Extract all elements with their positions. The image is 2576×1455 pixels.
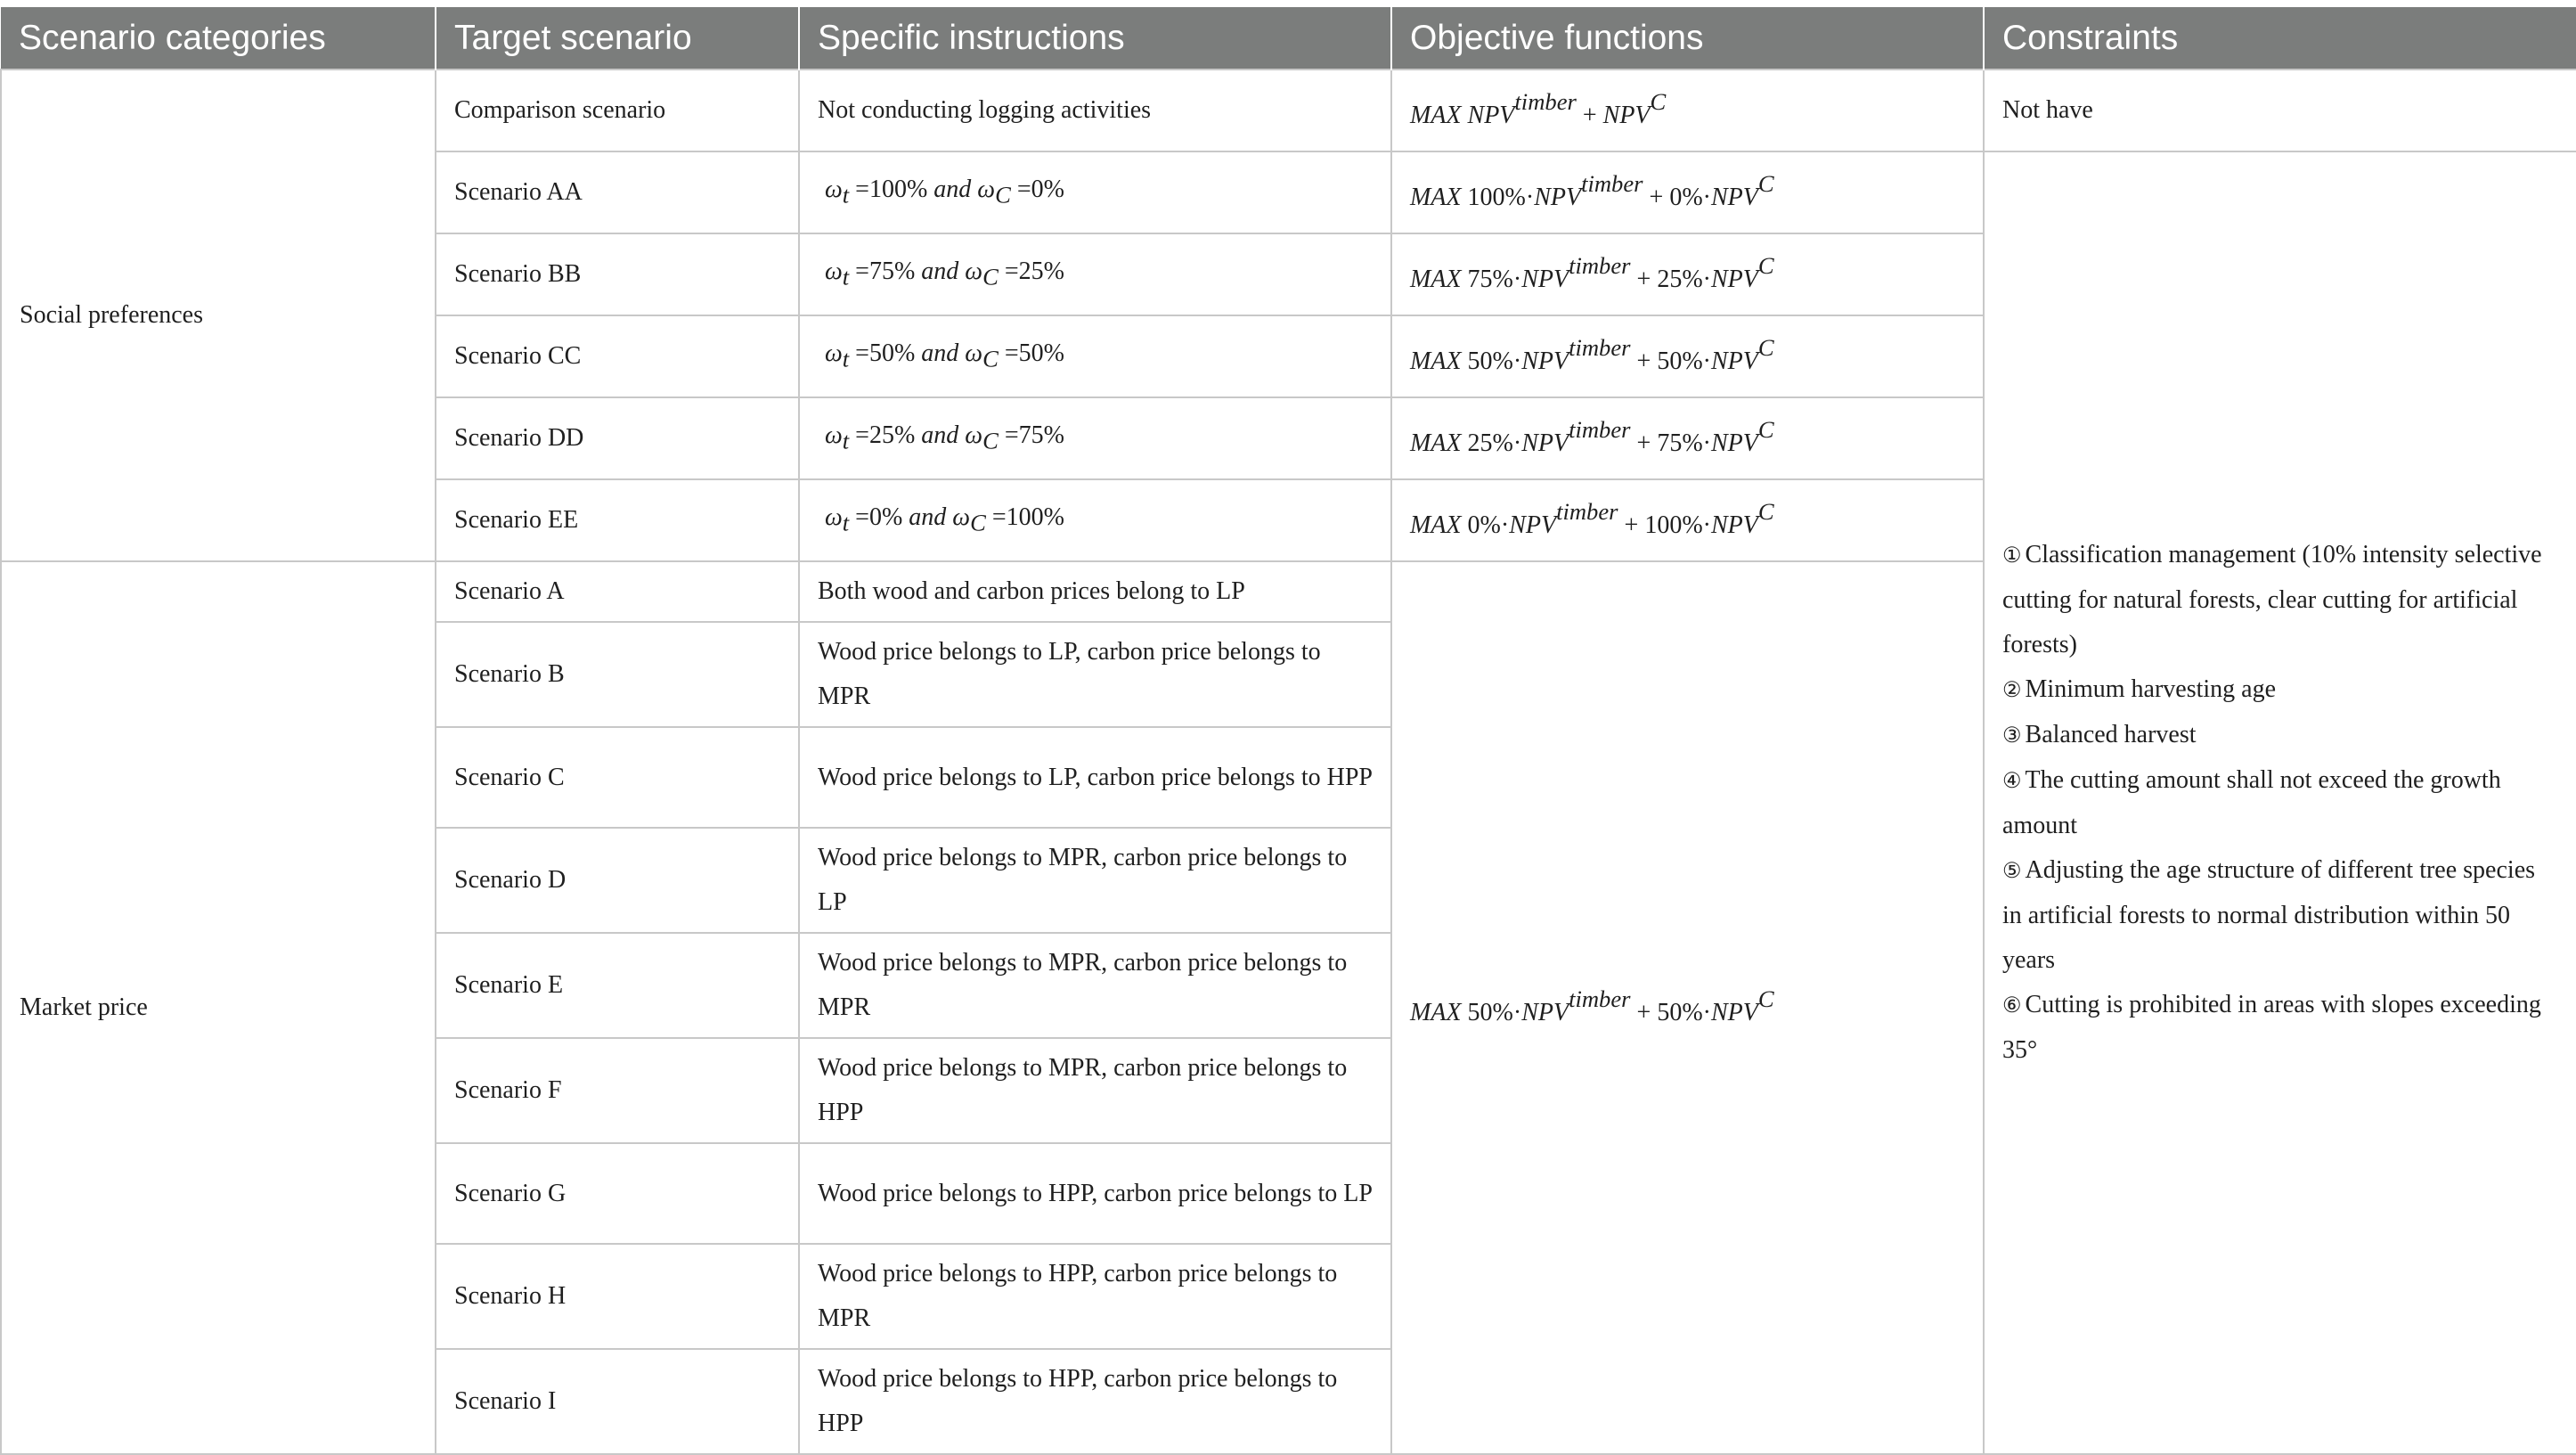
objective-formula: MAX $100\%\cdot NPV^{timber} + 0\%\cdot NPV^C$ xyxy=(1410,170,1774,211)
target-scenario-cell: Scenario AA xyxy=(436,151,799,233)
table-body xyxy=(1,69,2576,1454)
instruction-cell: Wood price belongs to MPR, carbon price belongs to HPP xyxy=(799,1038,1391,1143)
objective-cell xyxy=(1391,151,1984,233)
constraint-text: Adjusting the age structure of different tree species in artificial forests to normal distribution within 50 years xyxy=(2002,856,2536,974)
instruction-cell: Not conducting logging activities xyxy=(799,69,1391,151)
constraint-item xyxy=(2002,713,2558,758)
target-scenario-cell: Comparison scenario xyxy=(436,69,799,151)
target-scenario-cell: Scenario CC xyxy=(436,315,799,397)
constraint-number: ① xyxy=(2002,544,2022,568)
instruction-cell xyxy=(799,233,1391,315)
target-scenario-cell: Scenario D xyxy=(436,828,799,933)
objective-cell xyxy=(1391,315,1984,397)
instruction-cell: Wood price belongs to HPP, carbon price belongs to MPR xyxy=(799,1244,1391,1349)
weight-formula: $\omega_t =100\%$ and $\omega_C =0\%$ xyxy=(825,176,1064,208)
objective-formula: MAX $50\%\cdot NPV^{timber} + 50\%\cdot NPV^C$ xyxy=(1410,985,1774,1026)
instruction-cell: Wood price belongs to MPR, carbon price belongs to LP xyxy=(799,828,1391,933)
target-scenario-cell: Scenario A xyxy=(436,561,799,622)
instruction-cell xyxy=(799,397,1391,479)
target-scenario-cell: Scenario E xyxy=(436,933,799,1038)
objective-formula: MAX $25\%\cdot NPV^{timber} + 75\%\cdot NPV^C$ xyxy=(1410,416,1774,457)
target-scenario-cell: Scenario EE xyxy=(436,479,799,561)
objective-formula: MAX $NPV^{timber} + NPV^C$ xyxy=(1410,88,1667,129)
objective-cell xyxy=(1391,561,1984,1454)
target-scenario-cell: Scenario I xyxy=(436,1349,799,1454)
target-scenario-cell: Scenario G xyxy=(436,1143,799,1244)
header-constraints: Constraints xyxy=(1984,7,2576,69)
constraint-number: ④ xyxy=(2002,770,2022,793)
weight-formula: $\omega_t =50\%$ and $\omega_C =50\%$ xyxy=(825,339,1064,372)
header-specific-instructions: Specific instructions xyxy=(799,7,1391,69)
target-scenario-cell: Scenario DD xyxy=(436,397,799,479)
header-target-scenario: Target scenario xyxy=(436,7,799,69)
target-scenario-cell: Scenario C xyxy=(436,727,799,828)
objective-cell xyxy=(1391,69,1984,151)
constraint-text: Classification management (10% intensity selective cutting for natural forests, clear cutting for artificial forests) xyxy=(2002,541,2542,658)
header-scenario-categories: Scenario categories xyxy=(1,7,436,69)
objective-cell xyxy=(1391,397,1984,479)
objective-formula: MAX $75\%\cdot NPV^{timber} + 25\%\cdot NPV^C$ xyxy=(1410,252,1774,293)
instruction-cell: Wood price belongs to HPP, carbon price belongs to HPP xyxy=(799,1349,1391,1454)
constraint-text: Cutting is prohibited in areas with slopes exceeding 35° xyxy=(2002,991,2541,1064)
instruction-cell xyxy=(799,151,1391,233)
constraint-item xyxy=(2002,848,2558,983)
objective-formula: MAX $50\%\cdot NPV^{timber} + 50\%\cdot NPV^C$ xyxy=(1410,334,1774,375)
objective-cell xyxy=(1391,233,1984,315)
constraint-item xyxy=(2002,983,2558,1073)
scenario-table xyxy=(0,7,2576,1455)
weight-formula: $\omega_t =0\%$ and $\omega_C =100\%$ xyxy=(825,503,1064,536)
table-container xyxy=(0,7,2576,1455)
constraint-item xyxy=(2002,758,2558,848)
header-objective-functions: Objective functions xyxy=(1391,7,1984,69)
instruction-cell: Wood price belongs to LP, carbon price belongs to MPR xyxy=(799,622,1391,727)
target-scenario-cell: Scenario BB xyxy=(436,233,799,315)
table-row xyxy=(1,69,2576,151)
weight-formula: $\omega_t =75\%$ and $\omega_C =25\%$ xyxy=(825,257,1064,290)
constraint-text: Minimum harvesting age xyxy=(2025,675,2277,703)
objective-cell xyxy=(1391,479,1984,561)
constraint-number: ⑤ xyxy=(2002,860,2022,883)
instruction-cell: Wood price belongs to HPP, carbon price belongs to LP xyxy=(799,1143,1391,1244)
target-scenario-cell: Scenario H xyxy=(436,1244,799,1349)
instruction-cell xyxy=(799,315,1391,397)
category-social-preferences: Social preferences xyxy=(1,69,436,561)
target-scenario-cell: Scenario B xyxy=(436,622,799,727)
constraint-text: The cutting amount shall not exceed the growth amount xyxy=(2002,766,2501,839)
instruction-cell: Wood price belongs to MPR, carbon price belongs to MPR xyxy=(799,933,1391,1038)
constraint-number: ③ xyxy=(2002,724,2022,748)
header-row xyxy=(1,7,2576,69)
instruction-cell xyxy=(799,479,1391,561)
constraint-number: ② xyxy=(2002,679,2022,702)
target-scenario-cell: Scenario F xyxy=(436,1038,799,1143)
constraint-number: ⑥ xyxy=(2002,994,2022,1018)
weight-formula: $\omega_t =25\%$ and $\omega_C =75\%$ xyxy=(825,421,1064,454)
constraint-item xyxy=(2002,667,2558,713)
instruction-cell: Both wood and carbon prices belong to LP xyxy=(799,561,1391,622)
constraint-item xyxy=(2002,533,2558,667)
constraints-cell xyxy=(1984,151,2576,1454)
constraint-text: Balanced harvest xyxy=(2025,721,2197,748)
category-market-price: Market price xyxy=(1,561,436,1454)
objective-formula: MAX $0\%\cdot NPV^{timber} + 100\%\cdot NPV^C$ xyxy=(1410,498,1774,539)
instruction-cell: Wood price belongs to LP, carbon price belongs to HPP xyxy=(799,727,1391,828)
constraint-cell: Not have xyxy=(1984,69,2576,151)
